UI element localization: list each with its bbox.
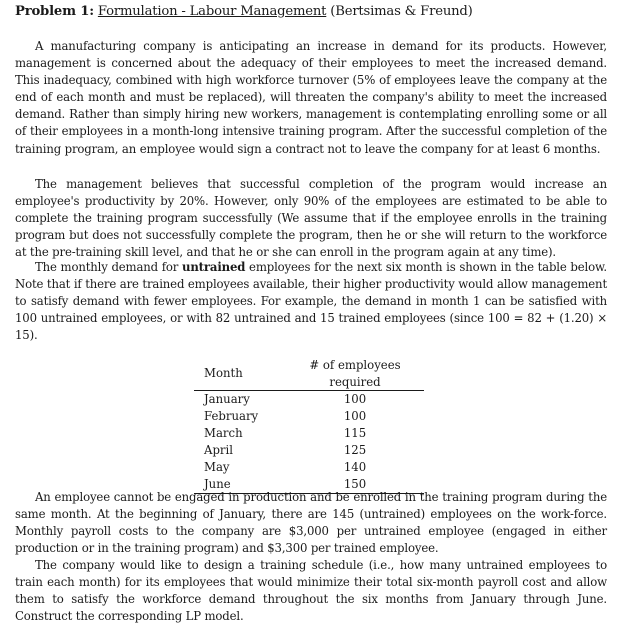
- month-header: Month: [194, 357, 286, 391]
- required-cell: 115: [343, 426, 367, 441]
- table-row: [194, 425, 424, 442]
- month-cell: June: [194, 476, 286, 494]
- problem-source: (Bertsimas & Freund): [330, 4, 473, 19]
- required-cell: 140: [343, 460, 367, 475]
- paragraph-productivity: The management believes that successful completion of the program would increase an employee's productivity by 20%. However, only 90% of the employees are estimated to be able to complete the training program successfully (We assume that if the employee enrolls in the training program but does not successfully complete the program, then he or she will return to the workforce at the pre-training skill level, and that he or she can enroll in the program again at any time).: [15, 177, 607, 260]
- demand-table-container: [194, 357, 424, 494]
- month-cell: February: [204, 409, 259, 424]
- required-cell: 125: [343, 443, 367, 458]
- problem-topic: Formulation - Labour Management: [97, 4, 327, 19]
- month-cell: May: [204, 460, 230, 475]
- paragraph-demand-emphasis: untrained: [181, 260, 246, 274]
- demand-table-header-row: [194, 357, 424, 391]
- table-row: [194, 459, 424, 476]
- required-cell: 100: [343, 409, 367, 424]
- paragraph-demand: [15, 259, 607, 344]
- problem-label: Problem 1:: [15, 4, 94, 19]
- paragraph-objective: The company would like to design a training schedule (i.e., how many untrained employees to train each month) for its employees that would minimize their total six-month payroll cost and allow them to satisfy the workforce demand throughout the six months from January through June. Construct the corresponding LP model.: [15, 558, 607, 624]
- required-cell: 100: [343, 392, 367, 407]
- employees-required-header: # of employees required: [286, 357, 424, 391]
- month-cell: March: [204, 426, 243, 441]
- paragraph-constraints: An employee cannot be engaged in production and be enrolled in the training program during the same month. At the beginning of January, there are 145 (untrained) employees on the work-force. Monthly payroll costs to the company are $3,000 per untrained employee (engaged in either production or in the training program) and $3,300 per trained employee.: [15, 490, 607, 556]
- paragraph-demand-start: The monthly demand for: [35, 260, 182, 274]
- table-row: [194, 442, 424, 459]
- table-row: [194, 391, 424, 409]
- problem-heading: [15, 4, 473, 19]
- month-cell: April: [204, 443, 233, 458]
- table-row: [194, 408, 424, 425]
- demand-table: [194, 357, 424, 494]
- required-cell: 150: [286, 476, 424, 494]
- month-cell: January: [204, 392, 250, 407]
- paragraph-intro: A manufacturing company is anticipating an increase in demand for its products. However, management is concerned about the adequacy of their employees to meet the increased demand. This inadequacy, combined with high workforce turnover (5% of employees leave the company at the end of each month and must be replaced), will threaten the company's ability to meet the increased demand. Rather than simply hiring new workers, management is contemplating enrolling some or all of their employees in a month-long intensive training program. After the successful completion of the training program, an employee would sign a contract not to leave the company for at least 6 months.: [15, 39, 607, 156]
- paragraph-demand-end: employees for the next six month is shown in the table below. Note that if there are trained employees available, their higher productivity would allow management to satisfy demand with fewer employees. For example, the demand in month 1 can be satisfied with 100 untrained employees, or with 82 untrained and 15 trained employees (since 100 = 82 + (1.20) × 15).: [15, 260, 607, 343]
